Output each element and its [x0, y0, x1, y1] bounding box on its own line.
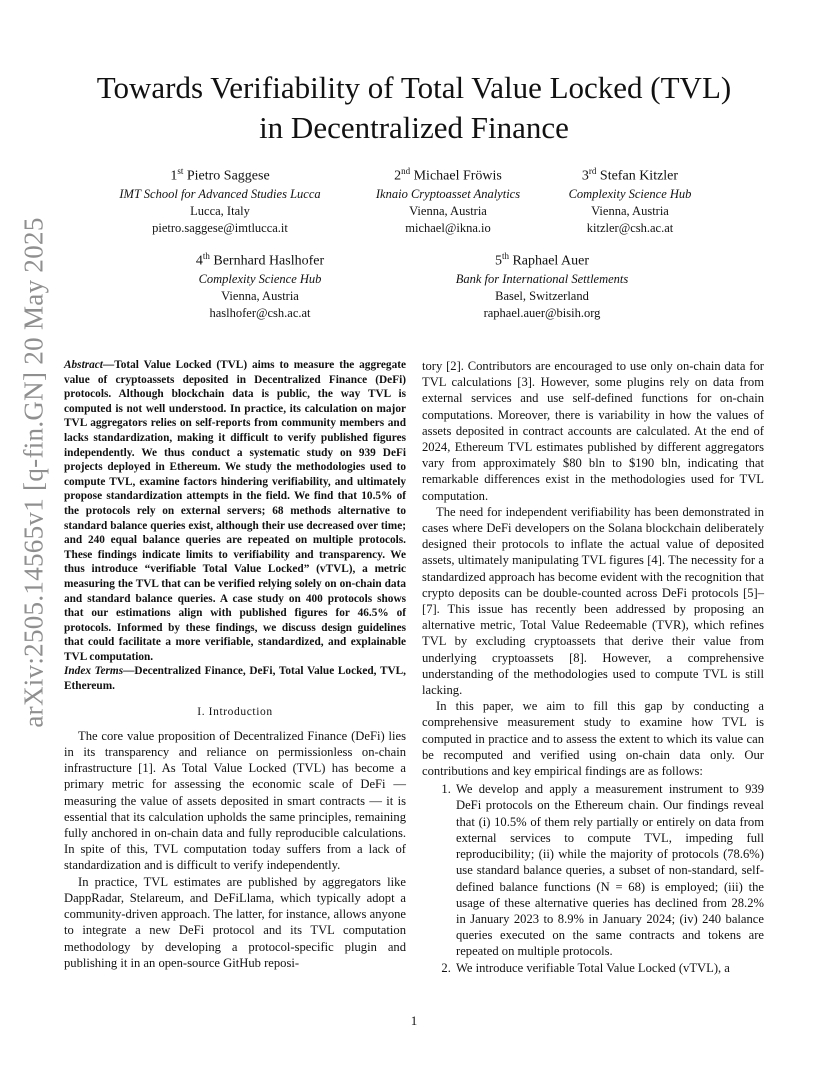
body-paragraph: In this paper, we aim to fill this gap by conducting a comprehensive measurement study to examine how TVL is computed in practice and to assess the extent to which its value can be recomputed and verified using on-chain data only. Our contributions and key empirical findings are as follows: — [422, 699, 764, 779]
abstract: Abstract—Total Value Locked (TVL) aims to measure the aggregate value of cryptoassets deposited in Decentralized Finance (DeFi) protocols. Although blockchain data is public, the way TVL is computed is not well understood. In practice, its calculation on major TVL aggregators relies on self-reports from community members and lacks standardization, making it difficult to verify published figures independently. We thus conduct a systematic study on 939 DeFi projects deployed in Ethereum. We study the methodologies used to compute TVL, examine factors hindering verifiability, and ultimately propose standardization attempts in the field. We find that 10.5% of the protocols rely on external servers; 68 methods alternative to standard balance queries exist, although their use decreased over time; and 240 equal balance queries are repeated on multiple protocols. These findings indicate limits to verifiability and transparency. We thus introduce “verifiable Total Value Locked” (vTVL), a metric measuring the TVL that can be verified relying solely on on-chain data and standard balance queries. A case study on 400 protocols shows that our estimations align with published figures for 46.5% of protocols. Informed by these findings, we discuss design guidelines that could facilitate a more verifiable, standardized, and explainable TVL computation. — [64, 359, 406, 663]
author-affiliation: Complexity Science Hub — [198, 271, 322, 286]
paper-title-line-2: in Decentralized Finance — [259, 110, 569, 145]
index-terms: Index Terms—Decentralized Finance, DeFi, Total Value Locked, TVL, Ethereum. — [64, 665, 406, 693]
author-block-4 — [170, 247, 350, 322]
left-column — [64, 358, 406, 971]
author-affiliation: Iknaio Cryptoasset Analytics — [375, 186, 521, 201]
section-heading-introduction: I. Introduction — [197, 705, 273, 718]
right-column — [422, 358, 764, 976]
author-location: Vienna, Austria — [409, 203, 487, 218]
author-block-3 — [540, 162, 720, 237]
list-item: 1. We develop and apply a measurement instrument to 939 DeFi protocols on the Ethereum chain. Our findings reveal that (i) 10.5% of them rely partially or entirely on data from external services to compute TVL, impeding full reproducibility; (ii) while the majority of protocols (78.6%) use standard balance queries, a subset of non-standard, self-defined balance functions (N = 68) is employed; (iii) the usage of these alternative queries has declined from 28.2% in January 2023 to 8.9% in January 2024; (iv) 240 balance queries executed on the same contracts and tokens are repeated on multiple protocols. — [454, 781, 764, 959]
author-email[interactable]: pietro.saggese@imtlucca.it — [152, 220, 288, 235]
intro-paragraph: The core value proposition of Decentralized Finance (DeFi) lies in its transparency and reliance on permissionless on-chain infrastructure [1]. As Total Value Locked (TVL) has become a primary metric for assessing the economic scale of DeFi — measuring the value of assets deposited in smart contracts — it is essential that its calculation upholds the same principles, remaining fully anchored in on-chain data and fully reproducible calculations. In spite of this, TVL computation today suffers from a lack of standardization and is difficult to verify independently. — [64, 728, 406, 873]
author-email[interactable]: kitzler@csh.ac.at — [586, 220, 674, 235]
author-name: 1st Pietro Saggese — [170, 166, 270, 184]
author-block-2 — [348, 162, 548, 237]
author-name: 5th Raphael Auer — [494, 251, 590, 269]
author-email[interactable]: haslhofer@csh.ac.at — [209, 305, 311, 320]
page-number: 1 — [410, 1013, 418, 1028]
author-email[interactable]: raphael.auer@bisih.org — [483, 305, 601, 320]
author-name: 3rd Stefan Kitzler — [581, 166, 679, 184]
body-paragraph: tory [2]. Contributors are encouraged to use only on-chain data for TVL calculations [3]. However, some plugins rely on data from external services and use self-defined functions for on-chain computations. Moreover, there is variability in how the values of assets deposited in contract accounts are calculated. At the end of 2024, Ethereum TVL estimates published by different aggregators vary from approximately $80 bln to $190 bln, indicating that remarkable differences exist in the methodologies used for TVL computation. — [422, 359, 764, 503]
paper-title-line-1: Towards Verifiability of Total Value Locked (TVL) — [96, 70, 732, 105]
author-location: Lucca, Italy — [190, 203, 250, 218]
arxiv-identifier-text: arXiv:2505.14565v1 [q-fin.GN] 20 May 2025 — [18, 216, 49, 728]
body-paragraph: The need for independent verifiability has been demonstrated in cases where DeFi developers on the Solana blockchain deliberately designed their protocols to inflate the actual value of deposited assets, ultimately manipulating TVL figures [4]. The necessity for a standardized approach has become evident with the recognition that crypto deposits can be double-counted across DeFi protocols [5]–[7]. This issue has recently been addressed by proposing an alternative metric, Total Value Redeemable (TVR), which refines TVL by excluding cryptoassets that derive their value from underlying cryptoassets [8]. However, a comprehensive understanding of the methodologies used to compute TVL is still lacking. — [422, 504, 765, 698]
list-item: 2. We introduce verifiable Total Value Locked (vTVL), a — [454, 960, 764, 976]
arxiv-identifier-stamp — [4, 216, 64, 728]
author-affiliation: Complexity Science Hub — [568, 186, 692, 201]
author-affiliation: Bank for International Settlements — [455, 271, 629, 286]
author-name: 2nd Michael Fröwis — [394, 166, 502, 184]
paper-title — [60, 68, 768, 148]
contributions-list — [422, 781, 764, 975]
author-location: Basel, Switzerland — [495, 288, 589, 303]
author-name: 4th Bernhard Haslhofer — [195, 251, 325, 269]
author-location: Vienna, Austria — [221, 288, 299, 303]
author-block-5 — [422, 247, 662, 322]
author-block-1 — [95, 162, 345, 237]
author-location: Vienna, Austria — [591, 203, 669, 218]
author-email[interactable]: michael@ikna.io — [405, 220, 491, 235]
intro-paragraph: In practice, TVL estimates are published by aggregators like DappRadar, Stelareum, and DeFiLlama, which typically adopt a community-driven approach. The latter, for instance, allows anyone to integrate a new DeFi protocol and its TVL computation methodology by developing a protocol-specific plugin and publishing it in an open-source GitHub reposi- — [64, 874, 406, 970]
author-affiliation: IMT School for Advanced Studies Lucca — [119, 186, 321, 201]
